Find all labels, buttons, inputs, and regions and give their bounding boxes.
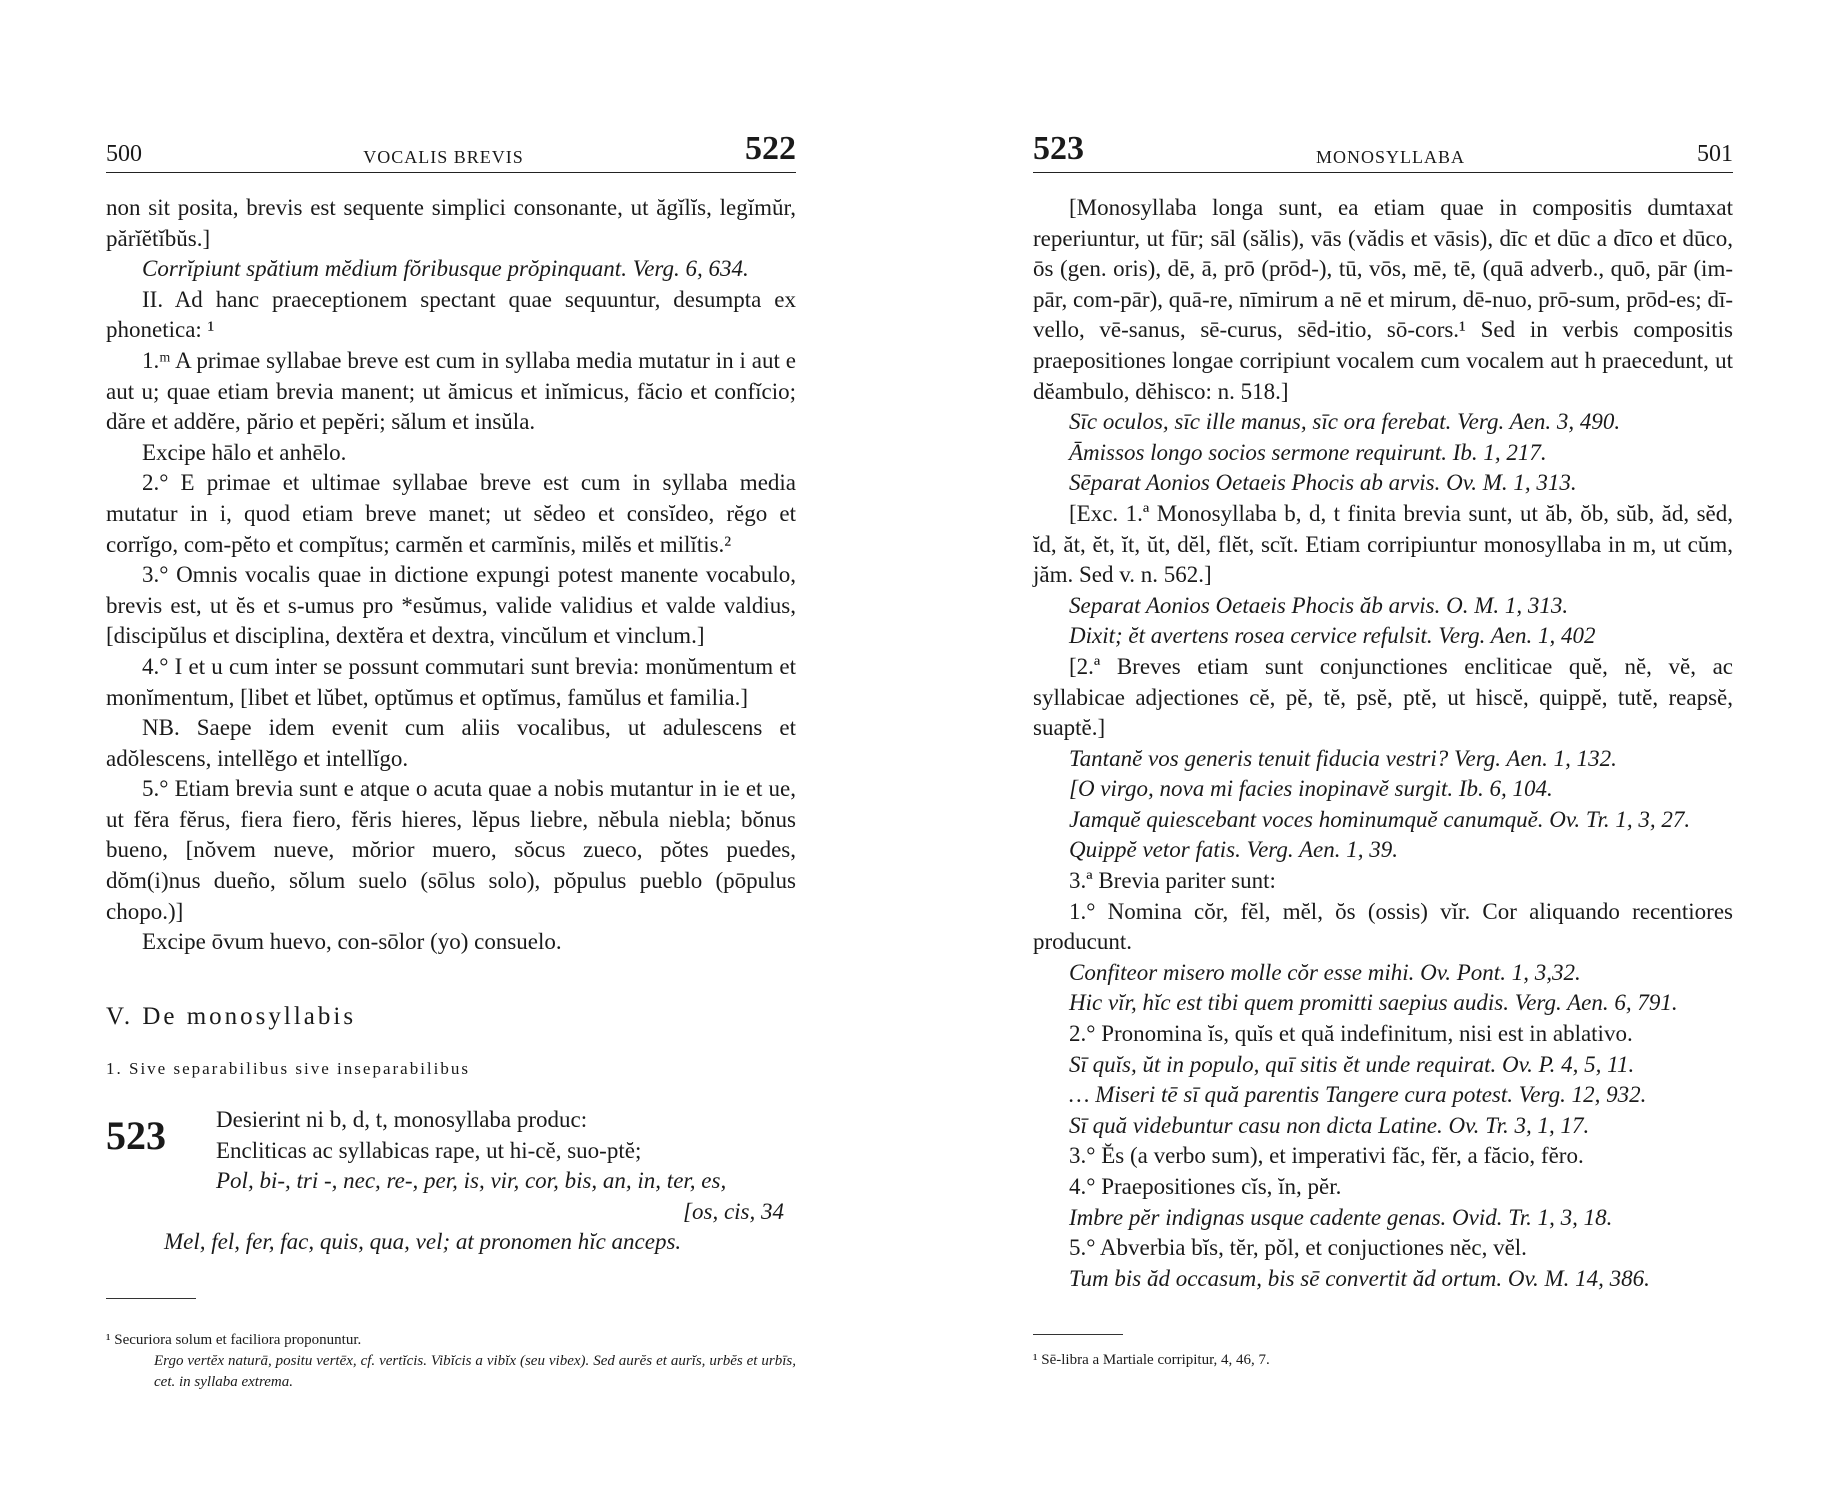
- paragraph: 1.° Nomina cŏr, fĕl, mĕl, ŏs (ossis) vĭr. Cor aliquando recentiores producunt.: [1033, 898, 1733, 955]
- verse-line: Pol, bi-, tri -, nec, re-, per, is, vir, cor, bis, an, in, ter, es,: [216, 1168, 727, 1194]
- footnotes: [1033, 1350, 1733, 1371]
- citation: Tantanĕ vos generis tenuit fiducia vestri? Verg. Aen. 1, 132.: [1069, 745, 1617, 771]
- paragraph: NB. Saepe idem evenit cum aliis vocalibus, ut adulescens et adŏlescens, intellĕgo et intellĭgo.: [106, 715, 796, 771]
- citation: Sīc oculos, sīc ille manus, sīc ora ferebat. Verg. Aen. 3, 490.: [1069, 409, 1621, 435]
- verse-line: Desierint ni b, d, t, monosyllaba produc:: [216, 1107, 588, 1133]
- running-header: [106, 128, 796, 168]
- paragraph: 3.ª Brevia pariter sunt:: [1069, 868, 1276, 894]
- citation: Sēparat Aonios Oetaeis Phocis ab arvis. Ov. M. 1, 313.: [1069, 470, 1577, 496]
- citation: Imbre pĕr indignas usque cadente genas. Ovid. Tr. 1, 3, 18.: [1069, 1204, 1613, 1230]
- verse-line: Mel, fel, fer, fac, quis, qua, vel; at pronomen hĭc anceps.: [164, 1229, 682, 1255]
- subsection-heading: 1. Sive separabilibus sive inseparabilibus: [106, 1059, 470, 1079]
- citation: Jamquĕ quiescebant voces hominumquĕ canumquĕ. Ov. Tr. 1, 3, 27.: [1069, 806, 1691, 832]
- citation: Sī quă videbuntur casu non dicta Latine. Ov. Tr. 3, 1, 17.: [1069, 1112, 1590, 1138]
- citation: Dixit; ĕt avertens rosea cervice refulsit. Verg. Aen. 1, 402: [1069, 623, 1596, 649]
- header-rule: [106, 172, 796, 173]
- citation: Sī quĭs, ŭt in populo, quī sitis ĕt unde requirat. Ov. P. 4, 5, 11.: [1069, 1051, 1635, 1077]
- rule-number: 523: [106, 1113, 166, 1159]
- page-body: [1033, 193, 1733, 1294]
- paragraph: II. Ad hanc praeceptionem spectant quae sequuntur, desumpta ex phonetica: ¹: [106, 286, 796, 343]
- paragraph: [Monosyllaba longa sunt, ea etiam quae in compositis dumtaxat reperiuntur, ut fūr; sāl (sălis), vās (vădis et vāsis), dīc et dūc a dīco et dūco, ōs (gen. oris), dē, ā, prō (prōd-), tū, vōs, mē, tē, (quā adverb., quō, pār (im-pār, com-pār), quā-re, nīmirum a nē et mirum, dē-nuo, prō-sum, prōd-es; dī-vello, vē-sanus, sē-curus, sēd-itio, sō-cors.¹ Sed in verbis compositis praepositiones longae corripiunt vocalem cum vocalem aut h praecedunt, ut dĕambulo, dĕhisco: n. 518.]: [1033, 195, 1733, 404]
- verse-line: [os, cis, 34: [683, 1198, 784, 1224]
- citation: Hic vĭr, hĭc est tibi quem promitti saepius audis. Verg. Aen. 6, 791.: [1069, 990, 1678, 1016]
- rule-block: [106, 1105, 796, 1258]
- paragraph: 4.° I et u cum inter se possunt commutari sunt brevia: monŭmentum et monĭmentum, [libet et lŭbet, optŭmus et optĭmus, famŭlus et familia.]: [106, 653, 796, 710]
- paragraph: 1.ᵐ A primae syllabae breve est cum in syllaba media mutatur in i aut e aut u; quae etiam brevia manent; ut ămicus et inĭmicus, făcio et confĭcio; dăre et addĕre, părio et pepĕri; sălum et insŭla.: [106, 347, 796, 435]
- paragraph: 3.° Omnis vocalis quae in dictione expungi potest manente vocabulo, brevis est, ut ĕs et s-umus pro *esŭmus, valide validius et valde valdius, [discipŭlus et disciplina, dextĕra et dextra, vincŭlum et vinclum.]: [106, 562, 796, 649]
- citation: Confiteor misero molle cŏr esse mihi. Ov. Pont. 1, 3,32.: [1069, 959, 1581, 985]
- paragraph: 5.° Abverbia bĭs, tĕr, pŏl, et conjuctiones nĕc, vĕl.: [1069, 1235, 1527, 1261]
- paragraph: Excipe ōvum huevo, con-sōlor (yo) consuelo.: [142, 929, 562, 955]
- page-number: 501: [1696, 141, 1733, 167]
- running-title: VOCALIS BREVIS: [363, 147, 524, 167]
- paragraph-list: [1033, 193, 1733, 1294]
- paragraph: [2.ª Breves etiam sunt conjunctiones encliticae quĕ, nĕ, vĕ, ac syllabicae adjectiones cĕ, pĕ, tĕ, psĕ, ptĕ, ut hiscĕ, quippĕ, tutĕ, reapsĕ, suaptĕ.]: [1033, 653, 1733, 741]
- footnote-rule: [106, 1298, 196, 1299]
- paragraph: 5.° Etiam brevia sunt e atque o acuta quae a nobis mutantur in ie et ue, ut fĕra fĕrus, fiera fiero, fĕris hieres, lĕpus liebre, nĕbula niebla; bŏnus bueno, [nŏvem nueve, mŏrior muero, sŏcus zueco, pŏtes puedes, dŏm(i)nus dueño, sŏlum suelo (sōlus solo), pŏpulus pueblo (pōpulus chopo.)]: [106, 776, 796, 924]
- footnote: Ergo vertĕx naturā, positu vertēx, cf. vertĭcis. Vibĭcis a vibĭx (seu vibex). Sed aurĕs et aurĭs, urbĕs et urbīs, cet. in syllaba extrema.: [154, 1353, 796, 1390]
- footnote: ¹ Securiora solum et faciliora proponuntur.: [106, 1332, 362, 1348]
- paragraph: [Exc. 1.ª Monosyllaba b, d, t finita brevia sunt, ut ăb, ŏb, sŭb, ăd, sĕd, ĭd, ăt, ĕt, ĭt, ŭt, dĕl, flĕt, scĭt. Etiam corripiuntur monosyllaba in m, ut cŭm, jăm. Sed v. n. 562.]: [1033, 500, 1733, 588]
- citation: Tum bis ăd occasum, bis sē convertit ăd ortum. Ov. M. 14, 386.: [1069, 1265, 1650, 1291]
- citation: Āmissos longo socios sermone requirunt. Ib. 1, 217.: [1069, 439, 1547, 465]
- paragraph: 2.° E primae et ultimae syllabae breve est cum in syllaba media mutatur in i, quod etiam breve manet; ut sĕdeo et consĭdeo, rĕgo et corrĭgo, com-pĕto et compĭtus; carmĕn et carmĭnis, milĕs et milĭtis.²: [106, 470, 796, 557]
- page-body: [106, 193, 796, 1258]
- paragraph: 3.° Ĕs (a verbo sum), et imperativi făc, fĕr, a făcio, fĕro.: [1069, 1143, 1584, 1169]
- paragraph: 4.° Praepositiones cĭs, ĭn, pĕr.: [1069, 1174, 1342, 1199]
- header-rule: [1033, 172, 1733, 173]
- rule-verse: [164, 1105, 796, 1258]
- footnote: ¹ Sē-libra a Martiale corripitur, 4, 46, 7.: [1033, 1352, 1270, 1368]
- section-number: 522: [744, 130, 796, 167]
- paragraph-list: [106, 193, 796, 958]
- verse-line: Encliticas ac syllabicas rape, ut hi-cĕ, suo-ptĕ;: [216, 1137, 642, 1163]
- citation: Quippĕ vetor fatis. Verg. Aen. 1, 39.: [1069, 837, 1398, 863]
- citation: Corrĭpiunt spătium mĕdium fŏribusque prŏpinquant. Verg. 6, 634.: [142, 256, 749, 282]
- section-heading: V. De monosyllabis: [106, 1002, 357, 1030]
- paragraph: non sit posita, brevis est sequente simplici consonante, ut ăgĭlĭs, legĭmŭr, părĭĕtĭbŭs.]: [106, 195, 796, 251]
- running-header: [1033, 128, 1733, 168]
- running-title: MONOSYLLABA: [1315, 147, 1465, 167]
- citation: Separat Aonios Oetaeis Phocis ăb arvis. O. M. 1, 313.: [1069, 592, 1569, 618]
- page-number: 500: [106, 141, 142, 167]
- paragraph: Excipe hālo et anhēlo.: [142, 439, 347, 465]
- footnote-rule: [1033, 1334, 1123, 1335]
- section-number: 523: [1033, 130, 1084, 167]
- citation: … Miseri tē sī quă parentis Tangere cura potest. Verg. 12, 932.: [1069, 1082, 1647, 1108]
- footnotes: [106, 1330, 796, 1393]
- paragraph: 2.° Pronomina ĭs, quĭs et quă indefinitum, nisi est in ablativo.: [1069, 1021, 1633, 1047]
- right-page: [915, 0, 1830, 1500]
- citation: [O virgo, nova mi facies inopinavĕ surgit. Ib. 6, 104.: [1069, 776, 1553, 802]
